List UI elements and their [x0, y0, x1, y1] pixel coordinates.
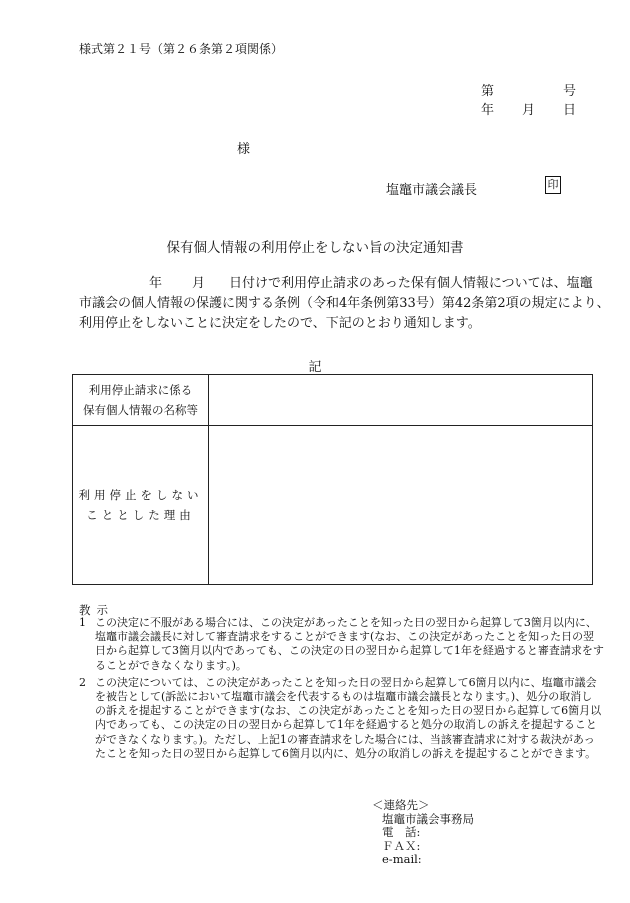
notice-body	[79, 274, 610, 334]
addressee-honorific: 様	[237, 142, 251, 157]
instruction-item1-line: 日から起算して3箇月以内であっても、この決定の日の翌日から起算して1年を経過すると審査請求をす	[95, 644, 604, 658]
seal-mark: 印	[545, 176, 561, 194]
instruction-item2-line: を被告として(訴訟において塩竈市議会を代表するものは塩竈市議会議長となります。)、処分の取消し	[95, 690, 593, 704]
document-number-suffix: 号	[563, 84, 577, 99]
body-line-1	[79, 274, 604, 294]
instruction-item2-line: 内であっても、この決定の日の翌日から起算して1年を経過すると処分の取消しの訴えを提起すること	[95, 718, 597, 732]
instruction-item2-line: の訴えを提起することができます(なお、この決定があったことを知った日の翌日から起算して6箇月以	[95, 704, 602, 718]
row1-label-line2: 保有個人情報の名称等	[83, 403, 198, 417]
document-title: 保有個人情報の利用停止をしない旨の決定通知書	[166, 240, 464, 256]
document-number-prefix: 第	[481, 84, 495, 99]
body-line-2: 市議会の個人情報の保護に関する条例（令和4年条例第33号）第42条第2項の規定により、	[79, 296, 610, 311]
date-month: 月	[522, 103, 536, 118]
instruction-item-1-text	[87, 616, 609, 673]
row1-label-line1: 利用停止請求に係る	[88, 383, 193, 397]
row2-label-line1: 利用停止をしない	[78, 488, 203, 502]
date-year: 年	[481, 103, 495, 118]
instruction-item2-line: たことを知った日の翌日から起算して6箇月以内に、処分の取消しの訴えを提起することができます。	[95, 746, 597, 760]
body-month: 月	[192, 276, 206, 291]
instructions-heading: 教示	[79, 603, 114, 617]
contact-phone-label: 電 話:	[382, 825, 421, 839]
contact-office: 塩竈市議会事務局	[382, 811, 474, 826]
notice-table	[72, 374, 593, 585]
contact-email-label: e-mail:	[382, 852, 422, 866]
instructions-list	[79, 616, 609, 761]
row1-label	[73, 375, 209, 426]
contact-fax-label: ＦＡＸ:	[382, 838, 421, 853]
form-number: 様式第２１号（第２６条第２項関係）	[79, 42, 284, 56]
row1-value	[209, 375, 593, 426]
table-row	[73, 426, 593, 585]
table-row	[73, 375, 593, 426]
row2-label	[73, 426, 209, 585]
instruction-item1-line: ることができなくなります。)。	[95, 658, 247, 672]
instruction-item-1-number: 1	[79, 616, 86, 629]
instruction-item-2-text	[87, 676, 609, 761]
instruction-item1-line: この決定に不服がある場合には、この決定があったことを知った日の翌日から起算して3箇月以内に、	[95, 616, 597, 629]
date-day: 日	[563, 103, 577, 118]
instruction-item2-line: この決定については、この決定があったことを知った日の翌日から起算して6箇月以内に、塩竈市議会	[95, 675, 597, 689]
row2-value	[209, 426, 593, 585]
sender-name: 塩竈市議会議長	[386, 183, 478, 198]
instruction-item-2	[79, 676, 609, 761]
instruction-item1-line: 塩竈市議会議長に対して審査請求をすることができます(なお、この決定があったことを知った日の翌	[95, 630, 595, 644]
contact-heading: ＜連絡先＞	[372, 798, 430, 812]
body-line-1-rest: 日付けで利用停止請求のあった保有個人情報については、塩竈	[229, 276, 593, 291]
ki-heading: 記	[308, 360, 322, 375]
instruction-item2-line: ができなくなります。)。ただし、上記1の審査請求をした場合には、当該審査請求に対する裁決があっ	[95, 732, 595, 746]
body-line-3: 利用停止をしないことに決定をしたので、下記のとおり通知します。	[79, 316, 481, 331]
row2-label-line2: こととした理由	[86, 508, 195, 522]
body-year: 年	[149, 276, 163, 291]
contact-block	[372, 799, 474, 867]
instruction-item-1	[79, 616, 609, 673]
instruction-item-2-number: 2	[79, 675, 86, 689]
